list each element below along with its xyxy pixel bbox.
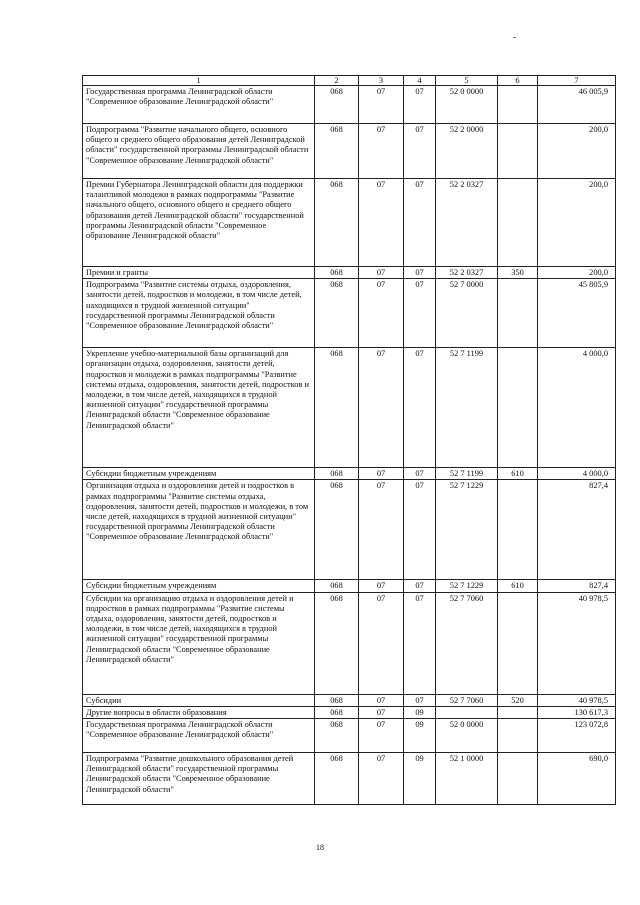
- row-type-cell: [498, 179, 538, 267]
- row-subsection-cell: 09: [404, 753, 436, 805]
- row-code-cell: 068: [315, 179, 359, 267]
- row-section-cell: 07: [359, 348, 404, 468]
- row-type-cell: [498, 753, 538, 805]
- header-cell: 5: [436, 76, 498, 86]
- row-name-cell: Подпрограмма "Развитие дошкольного образования детей Ленинградской области" государственной программы Ленинградской области "Современное образование Ленинградской области": [83, 753, 315, 805]
- row-type-cell: [498, 480, 538, 580]
- table-row: [83, 592, 616, 694]
- table-row: [83, 348, 616, 468]
- row-subsection-cell: 07: [404, 86, 436, 124]
- row-code-cell: 068: [315, 124, 359, 179]
- row-subsection-cell: 07: [404, 480, 436, 580]
- row-code-cell: 068: [315, 580, 359, 592]
- table-row: [83, 179, 616, 267]
- row-name-cell: Премии и гранты: [83, 267, 315, 279]
- row-name-cell: Премии Губернатора Ленинградской области для поддержки талантливой молодежи в рамках подпрограммы "Развитие начального общего, основного общего и среднего общего образования детей Ленинградской области" государственной программы Ленинградской области "Современное образование Ленинградской области": [83, 179, 315, 267]
- table-row: [83, 753, 616, 805]
- row-amount-cell: 40 978,5: [538, 592, 616, 694]
- budget-table: [82, 75, 616, 805]
- row-type-cell: [498, 279, 538, 348]
- table-row: [83, 86, 616, 124]
- row-amount-cell: 200,0: [538, 124, 616, 179]
- row-type-cell: [498, 719, 538, 753]
- header-cell: 2: [315, 76, 359, 86]
- row-amount-cell: 827,4: [538, 480, 616, 580]
- row-code-cell: 068: [315, 480, 359, 580]
- header-cell: 6: [498, 76, 538, 86]
- row-section-cell: 07: [359, 580, 404, 592]
- row-target-cell: [436, 706, 498, 718]
- row-target-cell: 52 7 1199: [436, 468, 498, 480]
- table-row: [83, 279, 616, 348]
- row-name-cell: Субсидии бюджетным учреждениям: [83, 580, 315, 592]
- row-code-cell: 068: [315, 348, 359, 468]
- row-code-cell: 068: [315, 468, 359, 480]
- row-amount-cell: 200,0: [538, 179, 616, 267]
- row-name-cell: Субсидии на организацию отдыха и оздоровления детей и подростков в рамках подпрограммы "Развитие системы отдыха, оздоровления, занятости детей, подростков и молодежи, в том числе детей, находящихся в трудной жизненной ситуации" государственной программы Ленинградской области "Современное образование Ленинградской области": [83, 592, 315, 694]
- row-section-cell: 07: [359, 279, 404, 348]
- row-section-cell: 07: [359, 480, 404, 580]
- row-name-cell: Подпрограмма "Развитие системы отдыха, оздоровления, занятости детей, подростков и молодежи, в том числе детей, находящихся в трудной жизненной ситуации" государственной программы Ленинградской области "Современное образование Ленинградской области": [83, 279, 315, 348]
- row-code-cell: 068: [315, 279, 359, 348]
- table-row: [83, 468, 616, 480]
- row-code-cell: 068: [315, 86, 359, 124]
- row-subsection-cell: 07: [404, 124, 436, 179]
- row-amount-cell: 690,0: [538, 753, 616, 805]
- row-subsection-cell: 07: [404, 580, 436, 592]
- row-amount-cell: 40 978,5: [538, 694, 616, 706]
- row-amount-cell: 4 000,0: [538, 348, 616, 468]
- table-row: [83, 719, 616, 753]
- row-target-cell: 52 2 0327: [436, 267, 498, 279]
- row-type-cell: [498, 86, 538, 124]
- row-amount-cell: 4 000,0: [538, 468, 616, 480]
- row-target-cell: 52 7 0000: [436, 279, 498, 348]
- table-row: [83, 706, 616, 718]
- row-subsection-cell: 07: [404, 694, 436, 706]
- row-type-cell: [498, 124, 538, 179]
- row-section-cell: 07: [359, 468, 404, 480]
- row-target-cell: 52 0 0000: [436, 719, 498, 753]
- row-amount-cell: 123 072,8: [538, 719, 616, 753]
- row-name-cell: Другие вопросы в области образования: [83, 706, 315, 718]
- row-name-cell: Подпрограмма "Развитие начального общего, основного общего и среднего общего образования детей Ленинградской области" государственной программы Ленинградской области "Современное образование Ленинградской области": [83, 124, 315, 179]
- row-section-cell: 07: [359, 179, 404, 267]
- row-section-cell: 07: [359, 753, 404, 805]
- row-subsection-cell: 07: [404, 592, 436, 694]
- row-code-cell: 068: [315, 267, 359, 279]
- row-subsection-cell: 07: [404, 348, 436, 468]
- row-name-cell: Государственная программа Ленинградской области "Современное образование Ленинградской области": [83, 86, 315, 124]
- row-target-cell: 52 7 1229: [436, 580, 498, 592]
- row-name-cell: Государственная программа Ленинградской области "Современное образование Ленинградской области": [83, 719, 315, 753]
- header-cell: 1: [83, 76, 315, 86]
- row-amount-cell: 200,0: [538, 267, 616, 279]
- table-row: [83, 480, 616, 580]
- row-section-cell: 07: [359, 706, 404, 718]
- row-section-cell: 07: [359, 267, 404, 279]
- row-section-cell: 07: [359, 124, 404, 179]
- row-section-cell: 07: [359, 86, 404, 124]
- row-subsection-cell: 07: [404, 468, 436, 480]
- row-name-cell: Укрепление учебно-материальной базы организаций для организации отдыха, оздоровления, занятости детей, подростков и молодежи в рамках подпрограммы "Развитие системы отдыха, оздоровления, занятости детей, подростков и молодежи, в том числе детей, находящихся в трудной жизненной ситуации" государственной программы Ленинградской области "Современное образование Ленинградской области": [83, 348, 315, 468]
- row-section-cell: 07: [359, 694, 404, 706]
- table-body: [83, 86, 616, 805]
- header-cell: 3: [359, 76, 404, 86]
- row-amount-cell: 45 805,9: [538, 279, 616, 348]
- row-type-cell: 350: [498, 267, 538, 279]
- row-target-cell: 52 7 7060: [436, 592, 498, 694]
- table-row: [83, 694, 616, 706]
- row-type-cell: [498, 592, 538, 694]
- row-type-cell: [498, 348, 538, 468]
- header-cell: 7: [538, 76, 616, 86]
- scan-speck: [513, 37, 516, 38]
- row-target-cell: 52 1 0000: [436, 753, 498, 805]
- table-row: [83, 267, 616, 279]
- row-section-cell: 07: [359, 592, 404, 694]
- row-target-cell: 52 0 0000: [436, 86, 498, 124]
- row-subsection-cell: 07: [404, 179, 436, 267]
- row-target-cell: 52 2 0327: [436, 179, 498, 267]
- row-type-cell: 520: [498, 694, 538, 706]
- row-subsection-cell: 09: [404, 719, 436, 753]
- row-subsection-cell: 09: [404, 706, 436, 718]
- row-amount-cell: 827,4: [538, 580, 616, 592]
- row-type-cell: 610: [498, 468, 538, 480]
- row-code-cell: 068: [315, 592, 359, 694]
- page-number: 18: [316, 843, 324, 852]
- row-type-cell: [498, 706, 538, 718]
- row-code-cell: 068: [315, 706, 359, 718]
- row-name-cell: Субсидии бюджетным учреждениям: [83, 468, 315, 480]
- row-target-cell: 52 7 1229: [436, 480, 498, 580]
- row-subsection-cell: 07: [404, 267, 436, 279]
- row-subsection-cell: 07: [404, 279, 436, 348]
- row-code-cell: 068: [315, 753, 359, 805]
- row-amount-cell: 46 005,9: [538, 86, 616, 124]
- row-amount-cell: 130 617,3: [538, 706, 616, 718]
- row-code-cell: 068: [315, 719, 359, 753]
- table-row: [83, 124, 616, 179]
- row-name-cell: Организация отдыха и оздоровления детей и подростков в рамках подпрограммы "Развитие системы отдыха, оздоровления, занятости детей, подростков и молодежи, в том числе детей, находящихся в трудной жизненной ситуации" государственной программы Ленинградской области "Современное образование Ленинградской области": [83, 480, 315, 580]
- row-name-cell: Субсидии: [83, 694, 315, 706]
- header-cell: 4: [404, 76, 436, 86]
- row-type-cell: 610: [498, 580, 538, 592]
- row-target-cell: 52 2 0000: [436, 124, 498, 179]
- row-target-cell: 52 7 7060: [436, 694, 498, 706]
- row-section-cell: 07: [359, 719, 404, 753]
- table-row: [83, 580, 616, 592]
- row-target-cell: 52 7 1199: [436, 348, 498, 468]
- table-header-row: [83, 76, 616, 86]
- row-code-cell: 068: [315, 694, 359, 706]
